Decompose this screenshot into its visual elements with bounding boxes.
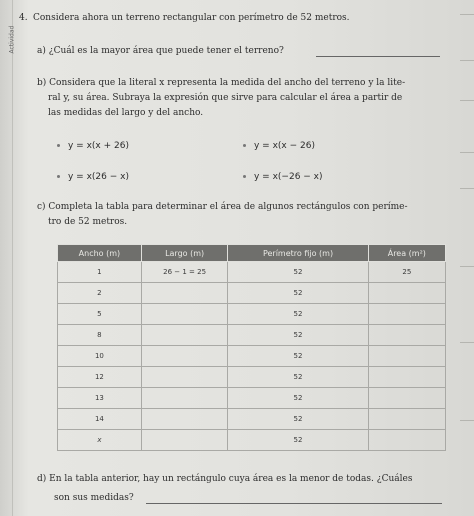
cell-perimetro: 52 xyxy=(228,346,368,367)
part-d-line2: son sus medidas? xyxy=(54,493,134,503)
question-heading: Considera ahora un terreno rectangular con perímetro de 52 metros. xyxy=(33,13,350,23)
bullet-icon xyxy=(57,144,60,147)
edge-tick xyxy=(460,266,474,267)
part-b-line1: b) Considera que la literal x representa la medida del ancho del terreno y la lite- xyxy=(37,78,406,88)
cell-area[interactable] xyxy=(368,430,445,451)
part-d-answer-line[interactable] xyxy=(146,503,442,504)
edge-tick xyxy=(460,14,474,15)
expression-text: y = x(−26 − x) xyxy=(254,172,323,182)
cell-perimetro: 52 xyxy=(228,262,368,283)
cell-area[interactable] xyxy=(368,388,445,409)
cell-ancho: x xyxy=(58,430,142,451)
header-largo: Largo (m) xyxy=(141,245,228,262)
edge-tick xyxy=(460,420,474,421)
cell-area[interactable] xyxy=(368,283,445,304)
edge-tick xyxy=(460,342,474,343)
cell-ancho: 10 xyxy=(58,346,142,367)
cell-largo[interactable] xyxy=(141,325,228,346)
expression-option[interactable] xyxy=(57,172,129,182)
cell-largo[interactable] xyxy=(141,409,228,430)
table-row xyxy=(58,283,446,304)
part-b-line2: ral y, su área. Subraya la expresión que sirve para calcular el área a partir de xyxy=(48,93,403,103)
cell-ancho: 14 xyxy=(58,409,142,430)
rectangle-table xyxy=(57,244,446,451)
part-b-line3: las medidas del largo y del ancho. xyxy=(48,108,204,118)
cell-area[interactable] xyxy=(368,346,445,367)
cell-perimetro: 52 xyxy=(228,325,368,346)
cell-largo[interactable] xyxy=(141,304,228,325)
cell-ancho: 8 xyxy=(58,325,142,346)
edge-tick xyxy=(460,60,474,61)
cell-perimetro: 52 xyxy=(228,409,368,430)
expression-option[interactable] xyxy=(243,141,315,151)
table-row xyxy=(58,388,446,409)
table-row xyxy=(58,346,446,367)
cell-area[interactable] xyxy=(368,367,445,388)
bullet-icon xyxy=(57,175,60,178)
header-perimetro: Perímetro fijo (m) xyxy=(228,245,368,262)
cell-largo[interactable]: 26 − 1 = 25 xyxy=(141,262,228,283)
part-a-text: a) ¿Cuál es la mayor área que puede tener el terreno? xyxy=(37,46,284,56)
bullet-icon xyxy=(243,175,246,178)
cell-largo[interactable] xyxy=(141,430,228,451)
expression-text: y = x(x − 26) xyxy=(254,141,315,151)
cell-ancho: 2 xyxy=(58,283,142,304)
cell-largo[interactable] xyxy=(141,283,228,304)
table-row xyxy=(58,430,446,451)
expression-text: y = x(x + 26) xyxy=(68,141,129,151)
header-ancho: Ancho (m) xyxy=(58,245,142,262)
cell-ancho: 12 xyxy=(58,367,142,388)
edge-tick xyxy=(460,188,474,189)
cell-perimetro: 52 xyxy=(228,367,368,388)
table-header-row xyxy=(58,245,446,262)
part-c-line1: c) Completa la tabla para determinar el área de algunos rectángulos con períme- xyxy=(37,202,408,212)
cell-ancho: 1 xyxy=(58,262,142,283)
cell-area[interactable] xyxy=(368,409,445,430)
bullet-icon xyxy=(243,144,246,147)
edge-tick xyxy=(460,100,474,101)
expression-option[interactable] xyxy=(243,172,323,182)
cell-area[interactable]: 25 xyxy=(368,262,445,283)
table-row xyxy=(58,325,446,346)
cell-largo[interactable] xyxy=(141,346,228,367)
cell-area[interactable] xyxy=(368,304,445,325)
cell-perimetro: 52 xyxy=(228,430,368,451)
part-a-answer-line[interactable] xyxy=(316,56,440,57)
margin-line xyxy=(12,0,13,516)
table-row xyxy=(58,409,446,430)
part-c-line2: tro de 52 metros. xyxy=(48,217,128,227)
table-row xyxy=(58,262,446,283)
cell-perimetro: 52 xyxy=(228,304,368,325)
cell-perimetro: 52 xyxy=(228,388,368,409)
cell-largo[interactable] xyxy=(141,388,228,409)
cell-perimetro: 52 xyxy=(228,283,368,304)
table-row xyxy=(58,304,446,325)
header-area: Área (m²) xyxy=(368,245,445,262)
part-d-line1: d) En la tabla anterior, hay un rectángulo cuya área es la menor de todas. ¿Cuáles xyxy=(37,474,413,484)
expression-text: y = x(26 − x) xyxy=(68,172,129,182)
expression-option[interactable] xyxy=(57,141,129,151)
question-number: 4. xyxy=(19,13,28,23)
edge-tick xyxy=(460,152,474,153)
side-label: Actividad xyxy=(8,25,16,54)
cell-ancho: 13 xyxy=(58,388,142,409)
cell-ancho: 5 xyxy=(58,304,142,325)
table-row xyxy=(58,367,446,388)
cell-area[interactable] xyxy=(368,325,445,346)
cell-largo[interactable] xyxy=(141,367,228,388)
